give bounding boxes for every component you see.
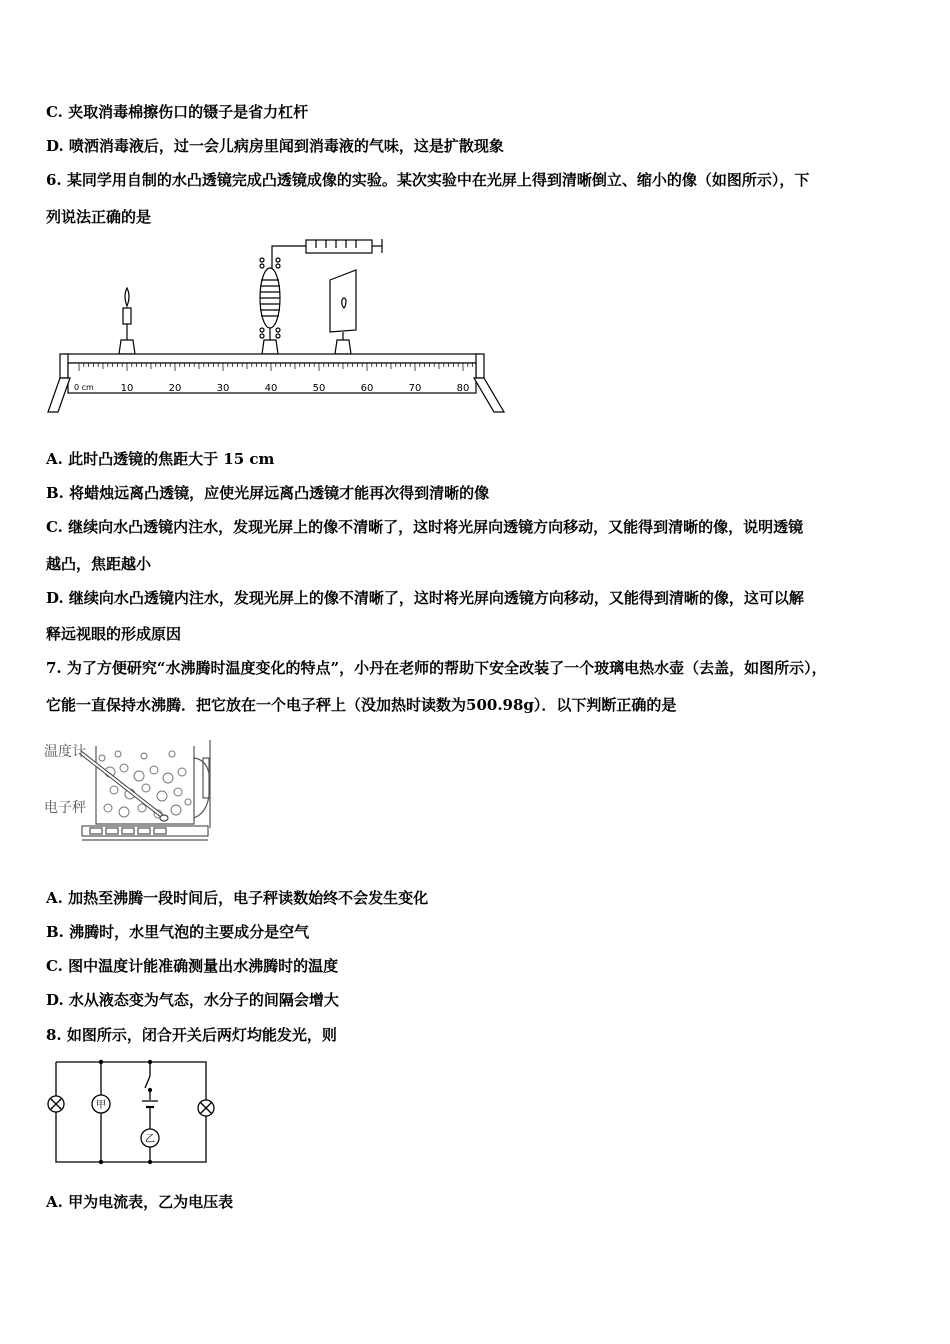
q8-option-a: A. 甲为电流表，乙为电压表 [46,1193,234,1211]
electronic-scale [82,826,208,840]
q6-option-c-line2: 越凸，焦距越小 [46,555,152,573]
q6-option-a: A. 此时凸透镜的焦距大于 15 cm [46,450,275,468]
ruler-label-40: 40 [264,383,278,394]
ruler-label-20: 20 [168,383,182,394]
q7-stem-line2: 它能一直保持水沸腾．把它放在一个电子秤上（没加热时读数为500.98g）．以下判断正确的是 [46,696,677,714]
q6-option-c-line1: C. 继续向水凸透镜内注水，发现光屏上的像不清晰了，这时将光屏向透镜方向移动，又能得到清晰的像，说明透镜 [46,518,804,536]
battery [140,1100,160,1108]
q7-option-a: A. 加热至沸腾一段时间后，电子秤读数始终不会发生变化 [46,889,429,907]
kettle-body [96,740,210,828]
ruler-label-30: 30 [216,383,230,394]
q7-option-c: C. 图中温度计能准确测量出水沸腾时的温度 [46,957,339,975]
q7-option-d: D. 水从液态变为气态，水分子的间隔会增大 [46,991,339,1009]
syringe [272,239,382,258]
light-screen [330,270,356,354]
meter-jia-label: 甲 [96,1100,106,1111]
q6-option-b: B. 将蜡烛远离凸透镜，应使光屏远离凸透镜才能再次得到清晰的像 [46,484,490,502]
q8-stem: 8. 如图所示，闭合开关后两灯均能发光，则 [46,1026,337,1044]
q6-option-d-line1: D. 继续向水凸透镜内注水，发现光屏上的像不清晰了，这时将光屏向透镜方向移动，又能得到清晰的像，这可以解 [46,589,804,607]
q7-stem-line1: 7. 为了方便研究“水沸腾时温度变化的特点”，小丹在老师的帮助下安全改装了一个玻璃电热水壶（去盖，如图所示）， [46,659,827,677]
circuit-wire-outer [56,1062,206,1162]
thermometer [80,752,168,821]
water-lens [260,258,280,354]
ruler-label-60: 60 [360,383,374,394]
ruler-label-70: 70 [408,383,422,394]
q7-option-b: B. 沸腾时，水里气泡的主要成分是空气 [46,923,310,941]
q6-option-d-line2: 释远视眼的形成原因 [46,625,182,643]
ruler-label-80: 80 [456,383,470,394]
q6-stem-line2: 列说法正确的是 [46,208,152,226]
lamp-left [48,1096,64,1112]
circuit-diagram-figure [42,1056,218,1168]
switch [144,1070,156,1096]
kettle-on-scale-figure [44,732,220,854]
candle [119,288,135,354]
boiling-water-bubbles [99,751,191,818]
q5-option-c: C. 夹取消毒棉擦伤口的镊子是省力杠杆 [46,103,309,121]
q5-option-d: D. 喷洒消毒液后，过一会儿病房里闻到消毒液的气味，这是扩散现象 [46,137,504,155]
ruler-label-10: 10 [120,383,134,394]
optical-bench-figure [44,236,506,416]
ruler-label-50: 50 [312,383,326,394]
label-thermometer: 温度计 [44,744,86,760]
lamp-right [198,1100,214,1116]
q6-stem-line1: 6. 某同学用自制的水凸透镜完成凸透镜成像的实验。某次实验中在光屏上得到清晰倒立、缩小的像（如图所示），下 [46,171,810,189]
ruler-unit: 0 cm [74,383,94,392]
label-electronic-scale: 电子秤 [44,800,86,816]
meter-yi-label: 乙 [145,1134,155,1145]
